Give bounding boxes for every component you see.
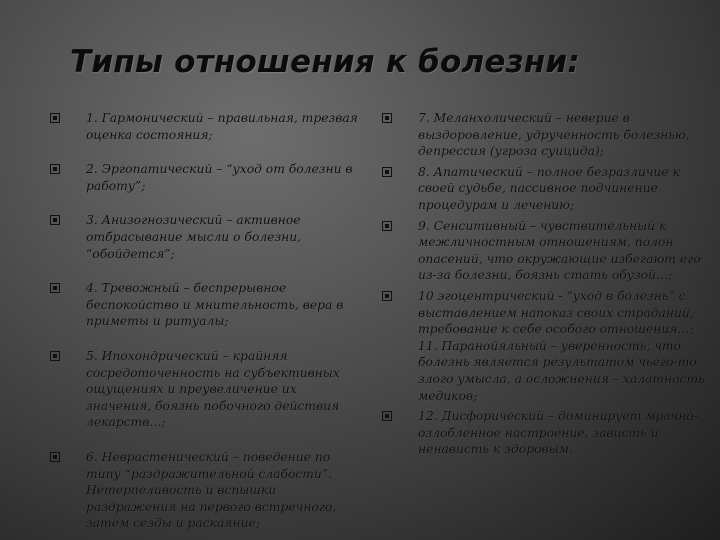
list-item — [382, 164, 707, 214]
list-item-text: 4. Тревожный – беспрерывное беспокойство и мнительность, вера в приметы и ритуалы; — [86, 281, 344, 329]
slide-title: Типы отношения к болезни: — [70, 44, 580, 80]
list-item — [50, 348, 360, 431]
right-column — [382, 110, 707, 458]
list-item — [50, 280, 360, 330]
list-item-text: 7. Меланхолический – неверие в выздоровление, удрученность болезнью, депрессия (угроза суицида); — [418, 111, 690, 159]
left-column — [50, 110, 360, 532]
square-bullet-icon — [382, 291, 392, 301]
list-item — [50, 161, 360, 194]
list-item-text: 1. Гармонический – правильная, трезвая оценка состояния; — [86, 111, 358, 142]
square-bullet-icon — [50, 113, 60, 123]
list-item-text: 6. Неврастенический – поведение по типу “раздражительной слабости”. Нетерпеливость и вспышки раздражения на первого встречного, затем сезды и раскаяние; — [86, 449, 337, 531]
list-item — [382, 110, 707, 160]
square-bullet-icon — [382, 221, 392, 231]
list-item-text: 3. Анизогнозический – активное отбрасывание мысли о болезни, “обойдется”; — [86, 213, 302, 261]
list-item-text: 12. Дисфорический – доминирует мрачно-озлобленное настроение, зависть и ненависть к здоровым. — [418, 409, 698, 457]
list-item-text: 2. Эргопатический – “уход от болезни в работу”; — [86, 162, 353, 193]
list-item — [50, 110, 360, 143]
square-bullet-icon — [50, 164, 60, 174]
list-item-text: 8. Апатический – полное безразличие к своей судьбе, пассивное подчинение процедурам и лечению; — [418, 164, 680, 212]
list-item — [382, 288, 707, 404]
list-item — [382, 218, 707, 284]
list-item — [50, 212, 360, 262]
list-item-text: 10 эгоцентрический - “уход в болезнь” с выставлением напоказ своих страданий, требование к себе особого отношения…; 11. Паранойяльный – уверенность, что болезнь является результатом чьего-то злого умысла, а осложнения – халатность медиков; — [418, 288, 705, 403]
list-item — [50, 449, 360, 532]
square-bullet-icon — [382, 167, 392, 177]
list-item — [382, 408, 707, 458]
list-item-text: 5. Ипохондрический – крайняя сосредоточенность на субъективных ощущениях и преувеличение их значения, боязнь побочного действия лекарств…; — [86, 348, 340, 430]
square-bullet-icon — [50, 215, 60, 225]
square-bullet-icon — [382, 411, 392, 421]
list-item-text: 9. Сенситивный – чувствительный к межличностным отношениям, полон опасений, что окружающие избегают его из-за болезни, боязнь стать обузой…; — [418, 218, 701, 283]
square-bullet-icon — [382, 113, 392, 123]
square-bullet-icon — [50, 351, 60, 361]
square-bullet-icon — [50, 452, 60, 462]
square-bullet-icon — [50, 283, 60, 293]
